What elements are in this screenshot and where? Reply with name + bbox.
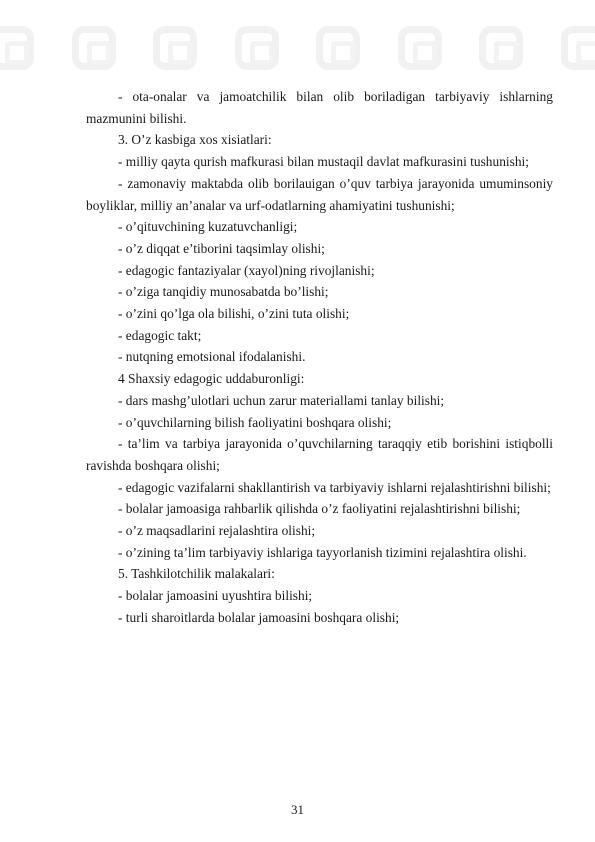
list-item: - edagogic vazifalarni shakllantirish va tarbiyaviy ishlarni rejalashtirishni bilishi; [118, 479, 551, 495]
list-item: - ta’lim va tarbiya jarayonida o’quvchilarning taraqqiy etib borishini istiqbolli ravishda boshqara olishi; [86, 436, 553, 473]
page-number: 31 [291, 802, 304, 817]
body-text [86, 86, 553, 629]
list-item: - zamonaviy maktabda olib borilauigan o’quv tarbiya jarayonida umuminsoniy boyliklar, milliy an’analar va urf-odatlarning ahamiyatini tushunishi; [86, 175, 553, 213]
list-item: - o’ziga tanqidiy munosabatda bo’lishi; [118, 284, 329, 300]
list-item: - nutqning emotsional ifodalanishi. [118, 349, 306, 365]
list-item: - milliy qayta qurish mafkurasi bilan mustaqil davlat mafkurasini tushunishi; [118, 154, 529, 170]
list-item: - turli sharoitlarda bolalar jamoasini boshqara olishi; [118, 609, 400, 625]
list-item: - bolalar jamoasini uyushtira bilishi; [118, 588, 313, 604]
list-item: - edagogic fantaziyalar (xayol)ning rivojlanishi; [118, 262, 375, 278]
section-heading: 5. Tashkilotchilik malakalari: [118, 566, 275, 582]
list-item: - o’z diqqat e’tiborini taqsimlay olishi; [118, 240, 325, 256]
list-item: - dars mashg’ulotlari uchun zarur materiallami tanlay bilishi; [118, 392, 445, 408]
list-item: - o’quvchilarning bilish faoliyatini boshqara olishi; [118, 414, 392, 430]
list-item: - bolalar jamoasiga rahbarlik qilishda o’z faoliyatini rejalashtirishni bilishi; [118, 501, 521, 517]
list-item: - o’zini qo’lga ola bilishi, o’zini tuta olishi; [118, 306, 350, 322]
list-item: - o’qituvchining kuzatuvchanligi; [118, 219, 298, 235]
paragraph: - ota-onalar va jamoatchilik bilan olib boriladigan tarbiyaviy ishlarning mazmunini bilishi. [86, 89, 553, 126]
list-item: - edagogic takt; [118, 327, 202, 343]
list-item: - o’zining ta’lim tarbiyaviy ishlariga tayyorlanish tizimini rejalashtira olishi. [118, 544, 527, 560]
list-item: - o’z maqsadlarini rejalashtira olishi; [118, 523, 316, 539]
section-heading: 3. O’z kasbiga xos xisiatlari: [118, 132, 272, 148]
section-heading: 4 Shaxsiy edagogic uddaburonligi: [118, 371, 305, 387]
